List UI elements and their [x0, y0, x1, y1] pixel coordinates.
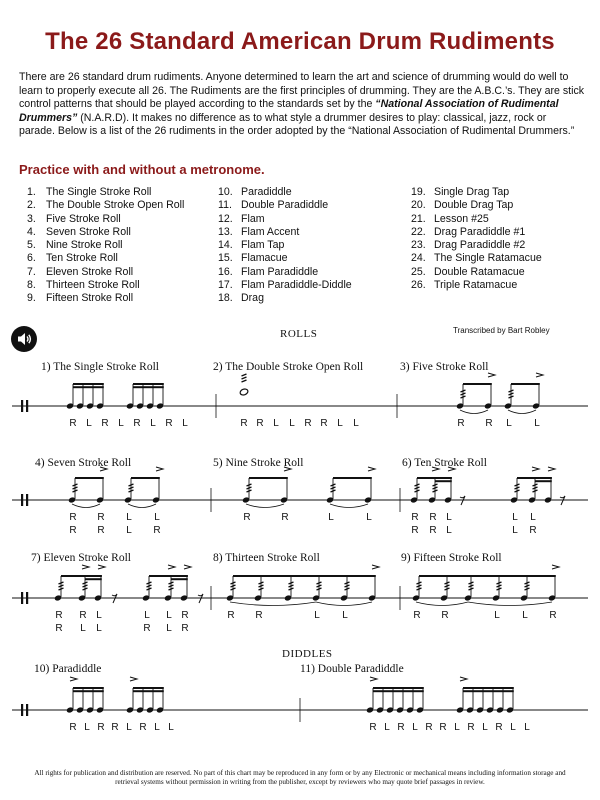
list-item: 22. Drag Paradiddle #1 — [411, 225, 526, 238]
sticking-letter: R — [97, 722, 105, 733]
list-item: 8. Thirteen Stroke Roll — [27, 279, 140, 292]
tie — [316, 602, 372, 606]
roll-slash — [169, 582, 174, 584]
roll-slash — [415, 484, 420, 486]
sticking-letter: L — [512, 525, 518, 536]
sticking-letter: R — [97, 512, 105, 523]
roll-slash — [533, 487, 538, 489]
roll-slash — [415, 487, 420, 489]
tie — [330, 504, 368, 508]
example-label: 3) Five Stroke Roll — [400, 361, 489, 373]
sticking-letter: R — [181, 623, 189, 634]
list-item: 17. Flam Paradiddle-Diddle — [218, 279, 352, 292]
sticking-letter: R — [227, 610, 235, 621]
example-label: 5) Nine Stroke Roll — [213, 457, 304, 469]
beam — [291, 575, 376, 577]
roll-slash — [433, 484, 438, 486]
accent-mark — [536, 373, 543, 377]
roll-slash — [533, 484, 538, 486]
sticking-letter: L — [126, 512, 132, 523]
roll-slash — [461, 393, 466, 395]
sticking-letter: L — [446, 525, 452, 536]
page-title: The 26 Standard American Drum Rudiments — [45, 28, 555, 55]
roll-slash — [433, 490, 438, 492]
tie — [460, 410, 488, 414]
roll-slash — [461, 390, 466, 392]
tie — [246, 504, 284, 508]
roll-slash — [242, 380, 247, 382]
beam — [133, 383, 164, 385]
sticking-letter: R — [69, 722, 77, 733]
sticking-letter: L — [412, 722, 418, 733]
rolls-heading: ROLLS — [280, 328, 318, 340]
sticking-letter: R — [411, 512, 419, 523]
example-label: 11) Double Paradiddle — [300, 663, 404, 675]
roll-slash — [73, 490, 78, 492]
beam — [133, 690, 164, 692]
list-item: 15. Flamacue — [218, 252, 288, 265]
roll-slash — [445, 582, 450, 584]
beam — [463, 687, 514, 689]
sticking-letter: R — [369, 722, 377, 733]
intro-organization: “National Association of Rudimental Drummers” — [19, 98, 559, 124]
percussion-clef — [26, 494, 28, 506]
roll-slash — [129, 487, 134, 489]
sticking-letter: L — [96, 610, 102, 621]
sticking-letter: L — [494, 610, 500, 621]
sticking-letter: L — [524, 722, 530, 733]
list-item: 25. Double Ratamacue — [411, 265, 525, 278]
beam — [171, 575, 188, 577]
sticking-letter: L — [314, 610, 320, 621]
list-item: 3. Five Stroke Roll — [27, 212, 121, 225]
list-item: 1. The Single Stroke Roll — [27, 186, 152, 198]
percussion-clef — [21, 592, 23, 604]
sticking-letter: R — [529, 525, 537, 536]
sticking-letter: L — [118, 418, 124, 429]
tie — [72, 504, 100, 508]
sticking-letter: L — [366, 512, 372, 523]
example-label: 2) The Double Stroke Open Roll — [213, 361, 364, 373]
beam — [73, 687, 104, 689]
roll-slash — [469, 582, 474, 584]
beam — [435, 480, 452, 482]
roll-slash — [345, 585, 350, 587]
accent-mark — [130, 677, 137, 681]
roll-slash — [83, 585, 88, 587]
roll-slash — [525, 582, 530, 584]
roll-slash — [331, 490, 336, 492]
sticking-letter: R — [55, 610, 63, 621]
sticking-letter: R — [181, 610, 189, 621]
example-label: 10) Paradiddle — [34, 663, 102, 675]
sticking-letter: L — [337, 418, 343, 429]
beam — [73, 386, 104, 388]
accent-mark — [368, 467, 375, 471]
example-label: 4) Seven Stroke Roll — [35, 457, 132, 469]
example-label: 7) Eleven Stroke Roll — [31, 552, 131, 564]
sticking-letter: R — [467, 722, 475, 733]
sticking-letter: R — [69, 525, 77, 536]
sticking-letter: R — [69, 512, 77, 523]
list-item: 6. Ten Stroke Roll — [27, 252, 118, 265]
roll-slash — [231, 582, 236, 584]
roll-slash — [515, 484, 520, 486]
accent-mark — [548, 467, 555, 471]
sticking-letter: R — [69, 418, 77, 429]
roll-slash — [259, 588, 264, 590]
list-item: 14. Flam Tap — [218, 239, 285, 252]
accent-mark — [460, 677, 467, 681]
sticking-letter: L — [289, 418, 295, 429]
roll-slash — [345, 582, 350, 584]
beam — [85, 575, 102, 577]
sticking-letter: L — [328, 512, 334, 523]
sticking-letter: L — [482, 722, 488, 733]
beam — [463, 690, 514, 692]
roll-slash — [83, 588, 88, 590]
tie — [508, 410, 536, 414]
roll-slash — [242, 374, 247, 376]
list-item: 24. The Single Ratamacue — [411, 252, 542, 265]
sticking-letter: R — [165, 418, 173, 429]
roll-slash — [83, 582, 88, 584]
sticking-letter: L — [530, 512, 536, 523]
accent-mark — [168, 565, 175, 569]
sticking-letter: L — [384, 722, 390, 733]
sticking-letter: L — [454, 722, 460, 733]
list-item: 20. Double Drag Tap — [411, 199, 514, 212]
sticking-letter: R — [139, 722, 147, 733]
roll-slash — [59, 585, 64, 587]
sticking-letter: L — [522, 610, 528, 621]
beam — [75, 477, 104, 479]
percussion-clef — [26, 704, 28, 716]
list-item: 5. Nine Stroke Roll — [27, 239, 123, 252]
sticking-letter: R — [304, 418, 312, 429]
accent-mark — [100, 467, 107, 471]
beam — [333, 477, 372, 479]
sticking-letter: R — [243, 512, 251, 523]
sticking-letter: L — [154, 512, 160, 523]
list-item: 13. Flam Accent — [218, 225, 300, 238]
roll-slash — [289, 585, 294, 587]
list-item: 19. Single Drag Tap — [411, 186, 510, 198]
sticking-letter: R — [101, 418, 109, 429]
accent-mark — [70, 677, 77, 681]
sticking-letter: L — [273, 418, 279, 429]
roll-slash — [242, 377, 247, 379]
beam — [73, 383, 104, 385]
roll-slash — [497, 582, 502, 584]
list-item: 7. Eleven Stroke Roll — [27, 265, 134, 278]
sticking-letter: L — [154, 722, 160, 733]
accent-mark — [370, 677, 377, 681]
sticking-letter: R — [281, 512, 289, 523]
percussion-clef — [21, 494, 23, 506]
beam — [535, 477, 552, 479]
beam — [133, 687, 164, 689]
sticking-letter: R — [256, 418, 264, 429]
list-item: 9. Fifteen Stroke Roll — [27, 292, 134, 305]
beam — [535, 480, 552, 482]
roll-slash — [509, 396, 514, 398]
accent-mark — [552, 565, 559, 569]
beam — [249, 477, 288, 479]
example-label: 8) Thirteen Stroke Roll — [213, 552, 320, 564]
percussion-clef — [26, 592, 28, 604]
roll-slash — [525, 588, 530, 590]
list-item: 18. Drag — [218, 292, 264, 305]
roll-slash — [59, 582, 64, 584]
roll-slash — [289, 582, 294, 584]
roll-slash — [169, 588, 174, 590]
accent-mark — [284, 467, 291, 471]
sticking-letter: R — [413, 610, 421, 621]
accent-mark — [488, 373, 495, 377]
sticking-letter: R — [495, 722, 503, 733]
roll-slash — [231, 588, 236, 590]
sticking-letter: L — [166, 610, 172, 621]
sticking-letter: R — [143, 623, 151, 634]
roll-slash — [497, 585, 502, 587]
sticking-letter: R — [255, 610, 263, 621]
beam — [419, 575, 500, 577]
roll-slash — [445, 585, 450, 587]
roll-slash — [469, 588, 474, 590]
roll-slash — [515, 490, 520, 492]
roll-slash — [59, 588, 64, 590]
beam — [463, 383, 492, 385]
accent-mark — [432, 467, 439, 471]
roll-slash — [147, 585, 152, 587]
roll-slash — [525, 585, 530, 587]
percussion-clef — [26, 400, 28, 412]
percussion-clef — [21, 400, 23, 412]
beam — [85, 578, 102, 580]
accent-mark — [532, 467, 539, 471]
roll-slash — [231, 585, 236, 587]
list-item: 4. Seven Stroke Roll — [27, 225, 131, 238]
roll-slash — [259, 582, 264, 584]
sticking-letter: L — [510, 722, 516, 733]
sticking-letter: L — [534, 418, 540, 429]
roll-slash — [289, 588, 294, 590]
sticking-letter: L — [144, 610, 150, 621]
beam — [131, 477, 160, 479]
sticking-letter: R — [485, 418, 493, 429]
sticking-letter: L — [182, 418, 188, 429]
sticking-letter: L — [126, 525, 132, 536]
roll-slash — [509, 390, 514, 392]
roll-slash — [533, 490, 538, 492]
sticking-letter: L — [126, 722, 132, 733]
roll-slash — [461, 396, 466, 398]
whole-note — [239, 388, 248, 396]
tie — [230, 602, 316, 606]
sticking-letter: R — [457, 418, 465, 429]
sticking-letter: L — [150, 418, 156, 429]
roll-slash — [331, 487, 336, 489]
list-item: 10. Paradiddle — [218, 186, 292, 198]
beam — [511, 383, 540, 385]
beam — [73, 690, 104, 692]
list-item: 12. Flam — [218, 212, 265, 225]
list-item: 16. Flam Paradiddle — [218, 265, 319, 278]
roll-slash — [515, 487, 520, 489]
beam — [373, 687, 424, 689]
tie — [468, 602, 552, 606]
sticking-letter: R — [549, 610, 557, 621]
roll-slash — [247, 490, 252, 492]
roll-slash — [317, 585, 322, 587]
roll-slash — [417, 582, 422, 584]
tie — [416, 602, 468, 606]
sticking-letter: R — [97, 525, 105, 536]
sticking-letter: R — [429, 525, 437, 536]
tie — [128, 504, 156, 508]
roll-slash — [415, 490, 420, 492]
list-item: 26. Triple Ratamacue — [411, 279, 518, 292]
list-item: 11. Double Paradiddle — [218, 199, 329, 212]
accent-mark — [98, 565, 105, 569]
beam — [435, 477, 452, 479]
sticking-letter: R — [411, 525, 419, 536]
sticking-letter: R — [240, 418, 248, 429]
sticking-letter: L — [84, 722, 90, 733]
roll-slash — [509, 393, 514, 395]
sticking-letter: R — [153, 525, 161, 536]
roll-slash — [73, 484, 78, 486]
sticking-letter: R — [429, 512, 437, 523]
sticking-letter: L — [342, 610, 348, 621]
accent-mark — [372, 565, 379, 569]
sticking-letter: R — [55, 623, 63, 634]
roll-slash — [433, 487, 438, 489]
intro-text-2: (N.A.R.D). It makes no difference as to what style a drummer desires to play: classical, jazz, rock or parade. Below is a list of the 26 rudiments in the order adopted by the “National Association of Rudimental Drummers.” — [19, 111, 575, 138]
list-item: 2. The Double Stroke Open Roll — [27, 199, 185, 212]
roll-slash — [147, 582, 152, 584]
roll-slash — [497, 588, 502, 590]
roll-slash — [247, 487, 252, 489]
roll-slash — [317, 588, 322, 590]
sticking-letter: L — [80, 623, 86, 634]
example-label: 1) The Single Stroke Roll — [41, 361, 159, 373]
accent-mark — [184, 565, 191, 569]
intro-text-1: There are 26 standard drum rudiments. Anyone determined to learn the art and science of drumming would do well to learn to properly execute all 26. The Rudiments are the first principles of drumming. They are the A.B.C.’s. They are stick control patterns that should be played according to the standards set by the — [19, 71, 585, 111]
accent-mark — [448, 467, 455, 471]
roll-slash — [169, 585, 174, 587]
percussion-clef — [21, 704, 23, 716]
sticking-letter: R — [441, 610, 449, 621]
sticking-letter: L — [512, 512, 518, 523]
beam — [499, 575, 556, 577]
list-item: 23. Drag Paradiddle #2 — [411, 239, 526, 252]
sticking-letter: L — [168, 722, 174, 733]
sticking-letter: R — [133, 418, 141, 429]
roll-slash — [247, 484, 252, 486]
sticking-letter: R — [79, 610, 87, 621]
beam — [171, 578, 188, 580]
sticking-letter: R — [439, 722, 447, 733]
roll-slash — [73, 487, 78, 489]
sticking-letter: R — [111, 722, 119, 733]
roll-slash — [147, 588, 152, 590]
sticking-letter: L — [353, 418, 359, 429]
roll-slash — [259, 585, 264, 587]
sticking-letter: L — [506, 418, 512, 429]
roll-slash — [469, 585, 474, 587]
roll-slash — [345, 588, 350, 590]
roll-slash — [331, 484, 336, 486]
diddles-heading: DIDDLES — [282, 648, 333, 660]
beam — [373, 690, 424, 692]
roll-slash — [417, 585, 422, 587]
accent-mark — [82, 565, 89, 569]
practice-heading: Practice with and without a metronome. — [19, 162, 265, 177]
sticking-letter: L — [166, 623, 172, 634]
credit-text: Transcribed by Bart Robley — [453, 326, 550, 335]
beam — [133, 386, 164, 388]
accent-mark — [156, 467, 163, 471]
roll-slash — [445, 588, 450, 590]
roll-slash — [129, 490, 134, 492]
copyright-footer: All rights for publication and distribution are reserved. No part of this chart may be reproduced in any form or by any Electronic or mechanical means including information storage and retrieval systems without permission in writing from the publisher, except by reviewers who may quote brief passages in review. — [34, 769, 566, 787]
roll-slash — [317, 582, 322, 584]
sticking-letter: R — [397, 722, 405, 733]
sticking-letter: R — [425, 722, 433, 733]
sticking-letter: L — [96, 623, 102, 634]
example-label: 6) Ten Stroke Roll — [402, 457, 487, 469]
sticking-letter: L — [446, 512, 452, 523]
list-item: 21. Lesson #25 — [411, 212, 489, 225]
roll-slash — [417, 588, 422, 590]
example-label: 9) Fifteen Stroke Roll — [401, 552, 502, 564]
sticking-letter: R — [320, 418, 328, 429]
roll-slash — [129, 484, 134, 486]
sticking-letter: L — [86, 418, 92, 429]
